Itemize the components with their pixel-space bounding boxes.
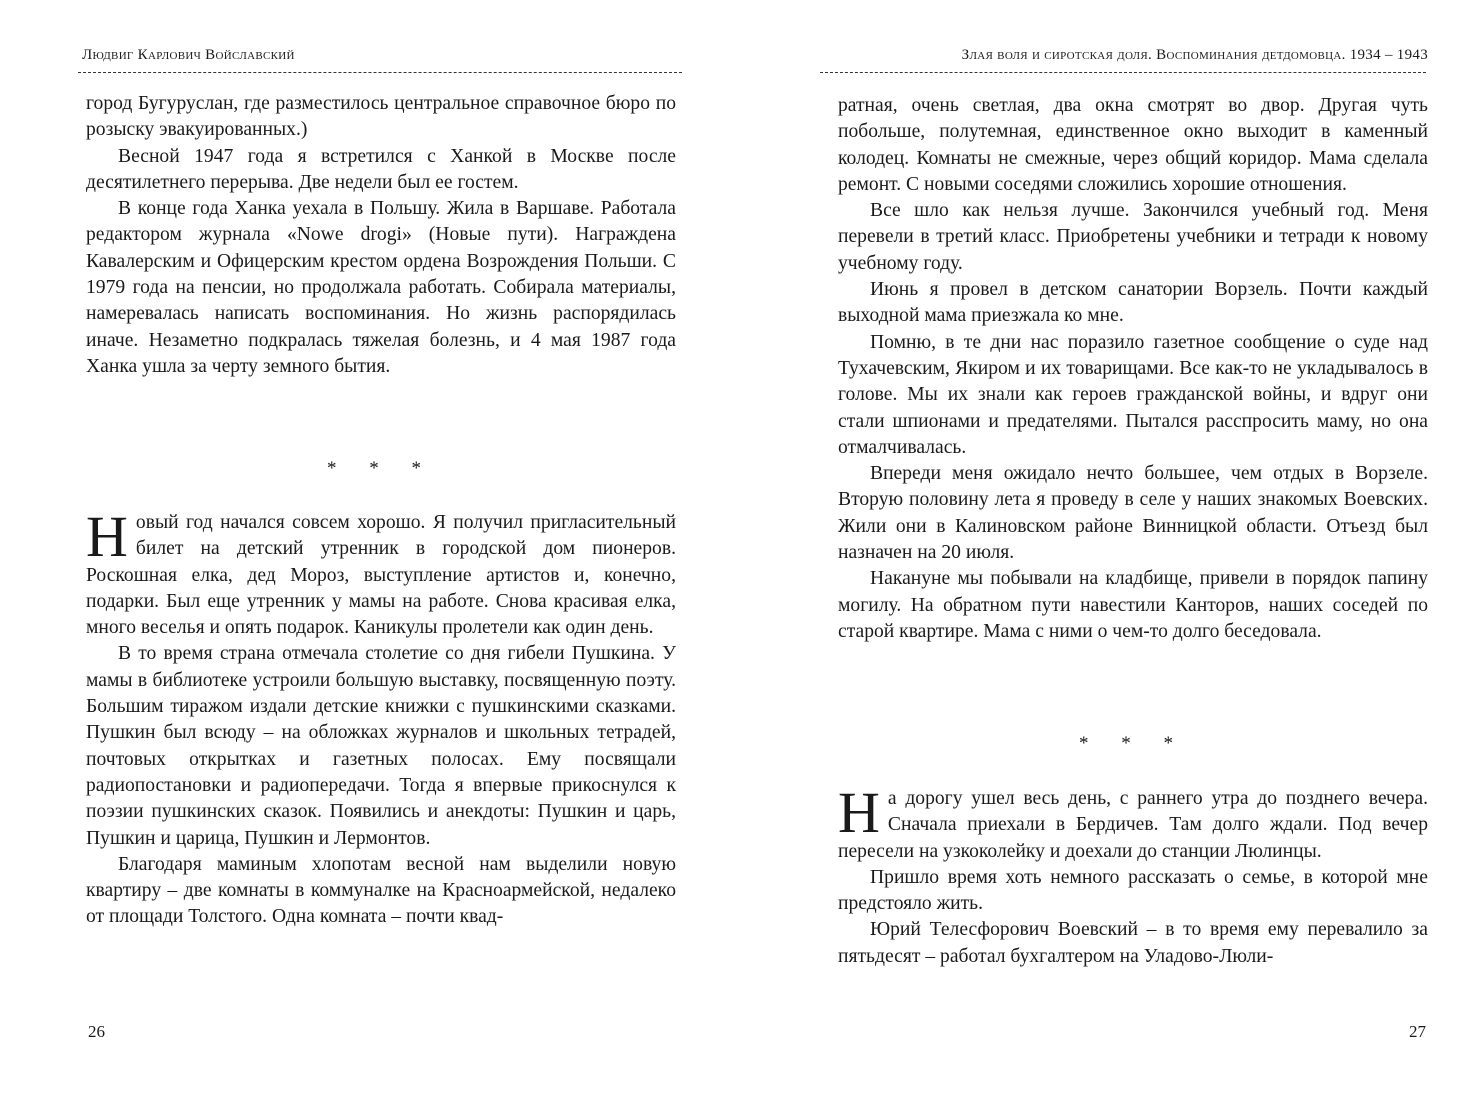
paragraph: Пришло время хоть немного рассказать о семье, в которой мне предстояло жить. [838, 866, 1428, 915]
running-head-title: Злая воля и сиротская доля. Воспоминания детдомовца. 1934 – 1943 [961, 47, 1428, 63]
body-text-top [86, 91, 676, 380]
header-rule [78, 72, 682, 73]
page-number: 27 [1409, 1022, 1426, 1041]
paragraph: Накануне мы побывали на кладбище, привели в порядок папину могилу. На обратном пути навестили Канторов, наших соседей по старой квартире. Мама с ними о чем-то долго беседовала. [838, 568, 1428, 642]
section-break: * * * [1079, 733, 1187, 754]
dropcap-letter: Н [838, 780, 880, 845]
running-head-author: Людвиг Карлович Войславский [82, 47, 295, 63]
dropcap-letter: Н [86, 504, 128, 569]
dropcap-text: овый год начался совсем хорошо. Я получил пригласительный билет на детский утренник в городской дом пионеров. Роскошная елка, дед Мороз, выступление артистов и, конечно, подарки. Был еще утренник у мамы на работе. Снова красивая елка, много веселья и опять подарок. Каникулы пролетели как один день. [86, 512, 676, 639]
paragraph: Помню, в те дни нас поразило газетное сообщение о суде над Тухачевским, Якиром и их товарищами. Все как-то не укладывалось в голове. Мы их знали как героев гражданской войны, и вдруг они стали шпионами и предателями. Пытался расспросить маму, но она отмалчивалась. [838, 331, 1428, 458]
body-text-bottom [86, 504, 676, 931]
paragraph: Юрий Телесфорович Воевский – в то время ему перевалило за пятьдесят – работал бухгалтером на Уладово-Люли- [838, 919, 1428, 967]
body-text-top [838, 93, 1428, 645]
paragraph: Впереди меня ожидало нечто большее, чем отдых в Ворзеле. Вторую половину лета я проведу в селе у наших знакомых Воевских. Жили они в Калиновском районе Винницкой области. Отъезд был назначен на 20 июля. [838, 463, 1428, 564]
paragraph: ратная, очень светлая, два окна смотрят во двор. Другая чуть побольше, полутемная, единственное окно выходит в каменный колодец. Комнаты не смежные, через общий коридор. Мама сделала ремонт. С новыми соседями сложились хорошие отношения. [838, 95, 1428, 195]
paragraph: В конце года Ханка уехала в Польшу. Жила в Варшаве. Работала редактором журнала «Nowe drogi» (Новые пути). Награждена Кавалерским и Офицерским крестом ордена Возрождения Польши. С 1979 года на пенсии, но продолжала работать. Собирала материалы, намеревалась написать воспоминания. Но жизнь распорядилась иначе. Незаметно подкралась тяжелая болезнь, и 4 мая 1987 года Ханка ушла за черту земного бытия. [86, 198, 676, 377]
section-break: * * * [327, 458, 435, 479]
page-number: 26 [88, 1022, 105, 1041]
right-page [738, 0, 1476, 1098]
paragraph: город Бугуруслан, где разместилось центральное справочное бюро по розыску эвакуированных.) [86, 93, 676, 141]
body-text-bottom [838, 780, 1428, 970]
paragraph: Все шло как нельзя лучше. Закончился учебный год. Меня перевели в третий класс. Приобретены учебники и тетради к новому учебному году. [838, 200, 1428, 274]
paragraph: Июнь я провел в детском санатории Ворзель. Почти каждый выходной мама приезжала ко мне. [838, 279, 1428, 327]
paragraph: Весной 1947 года я встретился с Ханкой в Москве после десятилетнего перерыва. Две недели был ее гостем. [86, 145, 676, 193]
dropcap-paragraph [838, 780, 1428, 865]
dropcap-text: а дорогу ушел весь день, с раннего утра до позднего вечера. Сначала приехали в Бердичев. Там долго ждали. Под вечер пересели на узкоколейку и доехали до станции Люлинцы. [838, 788, 1428, 862]
paragraph: В то время страна отмечала столетие со дня гибели Пушкина. У мамы в библиотеке устроили большую выставку, посвященную поэту. Большим тиражом издали детские книжки с пушкинскими сказками. Пушкин был всюду – на обложках журналов и школьных тетрадей, почтовых открытках и газетных полосах. Ему посвящали радиопостановки и радиопередачи. Тогда я впервые прикоснулся к поэзии пушкинских сказок. Появились и анекдоты: Пушкин и царь, Пушкин и царица, Пушкин и Лермонтов. [86, 643, 676, 849]
paragraph: Благодаря маминым хлопотам весной нам выделили новую квартиру – две комнаты в коммуналке на Красноармейской, недалеко от площади Толстого. Одна комната – почти квад- [86, 853, 676, 928]
header-rule [820, 72, 1426, 73]
dropcap-paragraph [86, 504, 676, 641]
